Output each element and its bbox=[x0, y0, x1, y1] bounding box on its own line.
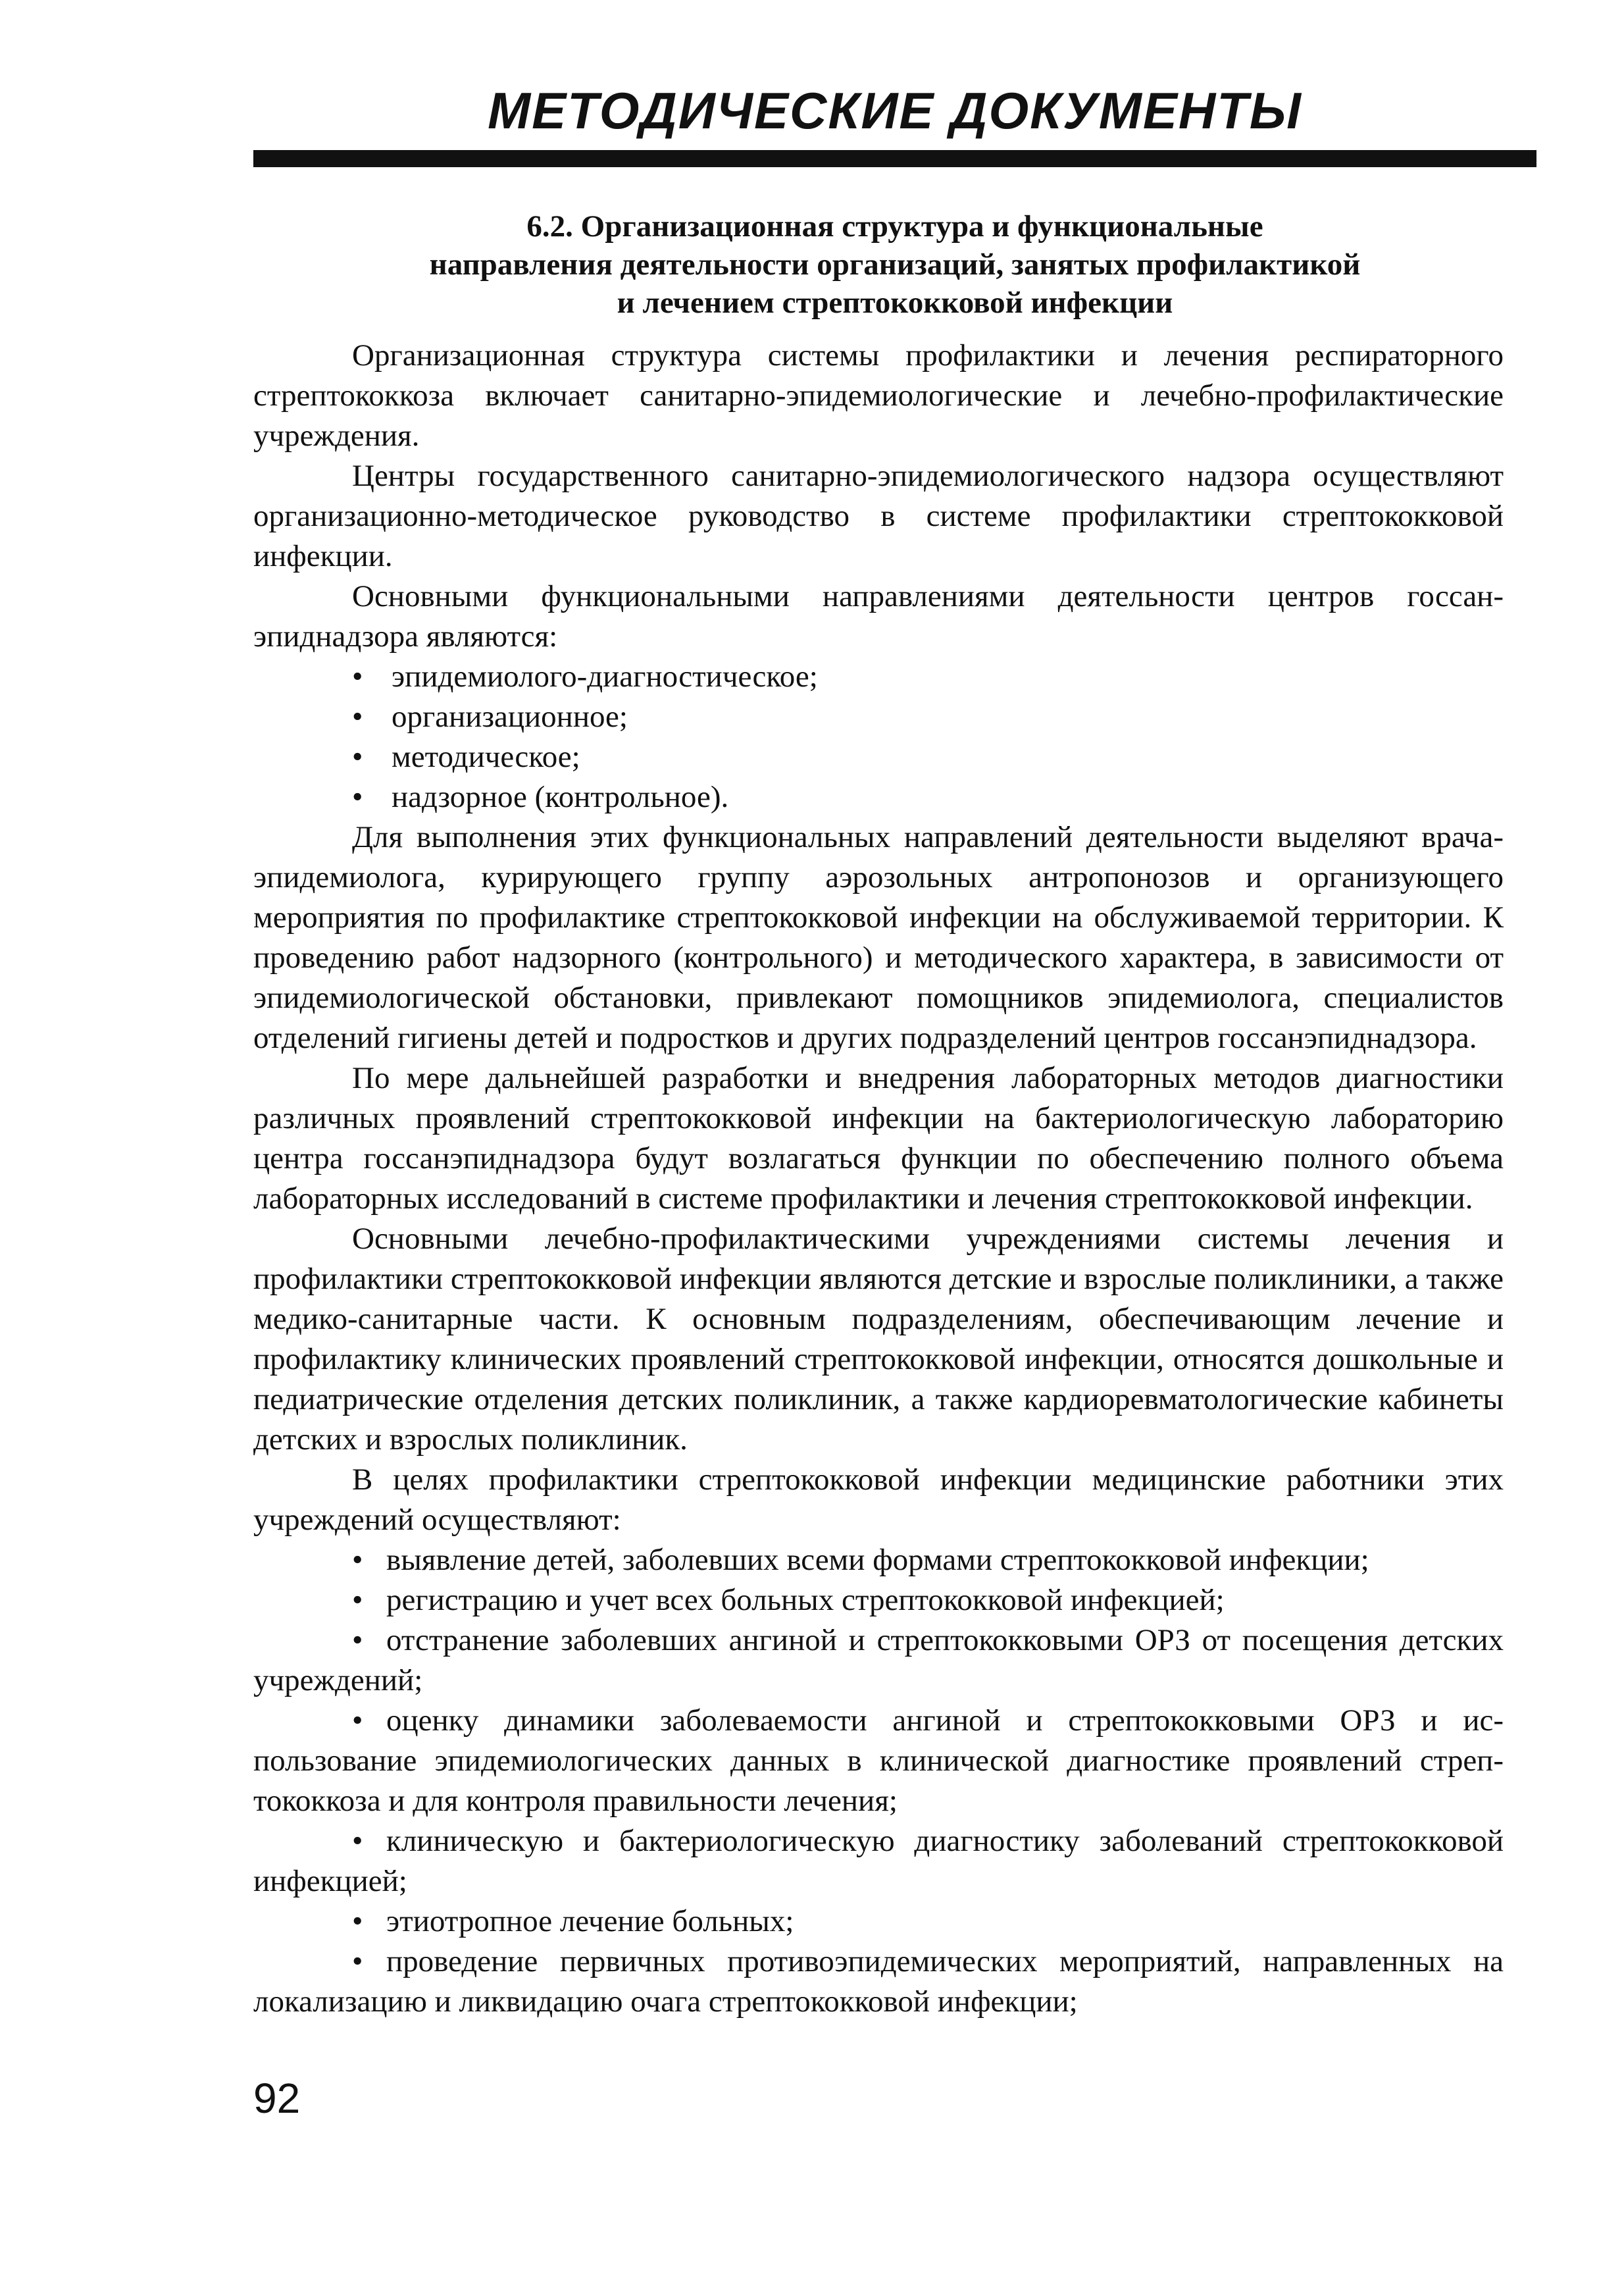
bullet-icon: • bbox=[352, 1703, 363, 1738]
bullet-icon: • bbox=[352, 780, 363, 814]
list-item bbox=[253, 737, 1504, 777]
list-item bbox=[253, 777, 1504, 817]
paragraph: Основными лечебно-профилактическими учреждениями системы лечения и профилактики стрептококковой инфекции являются детские и взрослые поликлиники, а также медико-санитарные части. К основным подразделениям, обеспечивающим лечение и профилактику клинических проявлений стрептококковой инфекции, относятся дошкольные и педиатрические отделения детских поликлиник, а также кардиоревматологические кабинеты детских и взрослых поликлиник. bbox=[253, 1222, 1504, 1457]
section-title-line: 6.2. Организационная структура и функциональные bbox=[526, 209, 1263, 244]
list-item-text: проведение первичных противоэпидемических мероприятий, направленных на локализацию и ликвидацию очага стрептококковой инфекции; bbox=[253, 1944, 1504, 2019]
list-item-text: эпидемиолого-диагностическое; bbox=[392, 659, 818, 694]
list-item-text: организационное; bbox=[392, 700, 628, 734]
list-item-text: выявление детей, заболевших всеми формами стрептококковой инфекции; bbox=[386, 1543, 1369, 1577]
bullet-icon: • bbox=[352, 1623, 363, 1657]
section-title-line: направления деятельности организаций, занятых профилактикой bbox=[429, 247, 1361, 282]
list-item bbox=[253, 1821, 1504, 1901]
bullet-icon: • bbox=[352, 700, 363, 734]
list-item bbox=[253, 657, 1504, 697]
bullet-icon: • bbox=[352, 740, 363, 774]
section-title bbox=[253, 207, 1536, 322]
directions-list bbox=[253, 657, 1504, 817]
bullet-icon: • bbox=[352, 1824, 363, 1858]
body-text bbox=[253, 336, 1504, 2022]
list-item bbox=[253, 1540, 1504, 1580]
section-title-line: и лечением стрептококковой инфекции bbox=[617, 286, 1173, 320]
list-item-text: регистрацию и учет всех больных стрептококковой инфекцией; bbox=[386, 1583, 1225, 1617]
paragraph: Основными функциональными направлениями деятельности центров госсанэпиднадзора являются: bbox=[253, 579, 1504, 654]
list-item-text: этиотропное лечение больных; bbox=[386, 1904, 794, 1938]
list-item-text: клиническую и бактериологическую диагностику заболеваний стрептококковой инфекцией; bbox=[253, 1824, 1504, 1898]
list-item-text: надзорное (контрольное). bbox=[392, 780, 729, 814]
list-item bbox=[253, 1942, 1504, 2022]
paragraph: В целях профилактики стрептококковой инфекции медицинские работники этих учреждений осуществляют: bbox=[253, 1462, 1504, 1537]
bullet-icon: • bbox=[352, 659, 363, 694]
paragraph: По мере дальнейшей разработки и внедрения лабораторных методов диагностики различных проявлений стрептококковой инфекции на бактериологическую лабораторию центра госсанэпиднадзора будут возлагаться функции по обеспечению полного объема лабораторных исследований в системе профилактики и лечения стрептококковой инфекции. bbox=[253, 1061, 1504, 1216]
bullet-icon: • bbox=[352, 1543, 363, 1577]
list-item bbox=[253, 1901, 1504, 1942]
list-item bbox=[253, 1701, 1504, 1821]
list-item-text: оценку динамики заболеваемости ангиной и стрептококковыми ОРЗ и использование эпидемиологических данных в клинической диагностике проявлений стрептококкоза и для контроля правильности лечения; bbox=[253, 1703, 1504, 1818]
page-number: 92 bbox=[253, 2075, 301, 2122]
bullet-icon: • bbox=[352, 1583, 363, 1617]
list-item-text: отстранение заболевших ангиной и стрептококковыми ОРЗ от посещения детских учреждений; bbox=[253, 1623, 1504, 1697]
measures-list bbox=[253, 1540, 1504, 2022]
bullet-icon: • bbox=[352, 1904, 363, 1938]
list-item bbox=[253, 1580, 1504, 1620]
list-item bbox=[253, 697, 1504, 737]
paragraph: Центры государственного санитарно-эпидемиологического надзора осуществляют организационно-методическое руководство в системе профилактики стрептококковой инфекции. bbox=[253, 459, 1504, 573]
header-rule bbox=[253, 150, 1536, 167]
paragraph: Для выполнения этих функциональных направлений деятельности выделяют врача-эпидемиолога, курирующего группу аэрозольных антропонозов и организующего мероприятия по профилактике стрептококковой инфекции на обслуживаемой территории. К проведению работ надзорного (контрольного) и методического характера, в зависимости от эпидемиологической обстановки, привлекают помощников эпидемиолога, специалистов отделений гигиены детей и подростков и других подразделений центров госсанэпиднадзора. bbox=[253, 820, 1504, 1055]
list-item-text: методическое; bbox=[392, 740, 580, 774]
bullet-icon: • bbox=[352, 1944, 363, 1978]
paragraph: Организационная структура системы профилактики и лечения респираторного стрептококкоза включает санитарно-эпидемиологические и лечебно-профилактические учреждения. bbox=[253, 338, 1504, 453]
running-header: МЕТОДИЧЕСКИЕ ДОКУМЕНТЫ bbox=[488, 82, 1302, 140]
list-item bbox=[253, 1620, 1504, 1701]
